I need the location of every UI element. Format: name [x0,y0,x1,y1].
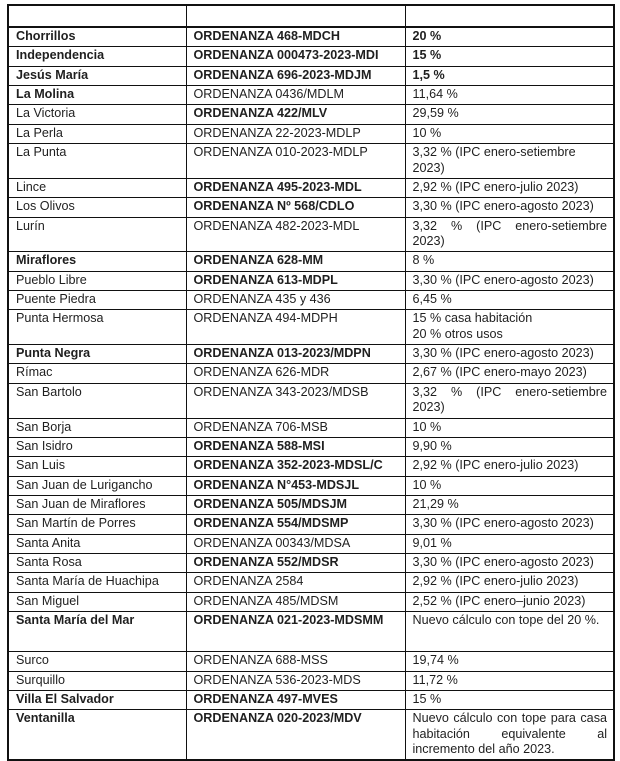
ordinance-cell: ORDENANZA 482-2023-MDL [186,217,405,252]
table-row [8,27,614,47]
ordinance-cell: ORDENANZA 343-2023/MDSB [186,383,405,418]
ordinance-cell: ORDENANZA 628-MM [186,252,405,271]
ordinance-cell: ORDENANZA 00343/MDSA [186,534,405,553]
rate-cell: 2,92 % (IPC enero-julio 2023) [405,457,614,476]
table-row [8,124,614,143]
district-cell: San Borja [8,418,186,437]
ordinance-cell: ORDENANZA 020-2023/MDV [186,710,405,761]
rate-cell: 21,29 % [405,495,614,514]
district-cell: San Isidro [8,437,186,456]
table-row [8,690,614,709]
ordinance-cell: ORDENANZA 352-2023-MDSL/C [186,457,405,476]
district-cell: Villa El Salvador [8,690,186,709]
table-row [8,592,614,611]
ordinance-cell: ORDENANZA 013-2023/MDPN [186,345,405,364]
district-cell: Surquillo [8,671,186,690]
rate-cell: 10 % [405,124,614,143]
table-row [8,252,614,271]
district-cell: San Martín de Porres [8,515,186,534]
district-cell: Los Olivos [8,198,186,217]
rate-line: 15 % casa habitación [412,311,533,326]
ordinance-cell: ORDENANZA 626-MDR [186,364,405,383]
table-row [8,66,614,85]
rate-cell: 15 % [405,690,614,709]
table-row [8,198,614,217]
ordinance-cell: ORDENANZA 706-MSB [186,418,405,437]
rate-cell: Nuevo cálculo con tope del 20 %. [405,612,614,652]
ordinance-cell: ORDENANZA 485/MDSM [186,592,405,611]
table-row [8,310,614,345]
district-cell: Santa María del Mar [8,612,186,652]
header-cell-ordinance [186,5,405,27]
table-row [8,86,614,105]
table-row [8,437,614,456]
rate-cell: 3,30 % (IPC enero-agosto 2023) [405,271,614,290]
rate-cell: 10 % [405,418,614,437]
table-header-row [8,5,614,27]
rate-cell: 3,30 % (IPC enero-agosto 2023) [405,198,614,217]
ordinance-cell: ORDENANZA 505/MDSJM [186,495,405,514]
ordinance-cell: ORDENANZA 554/MDSMP [186,515,405,534]
table-row [8,573,614,592]
district-cell: La Punta [8,144,186,179]
district-cell: La Perla [8,124,186,143]
rate-cell: 2,92 % (IPC enero-julio 2023) [405,178,614,197]
rate-cell: 3,32 % (IPC enero-setiembre 2023) [405,144,614,179]
rate-cell: 3,32 % (IPC enero-setiembre 2023) [405,383,614,418]
rate-cell [405,310,614,345]
table-row [8,457,614,476]
ordinance-cell: ORDENANZA 536-2023-MDS [186,671,405,690]
ordinance-cell: ORDENANZA 588-MSI [186,437,405,456]
ordinance-cell: ORDENANZA 696-2023-MDJM [186,66,405,85]
ordinance-cell: ORDENANZA 2584 [186,573,405,592]
table-row [8,217,614,252]
district-cell: San Juan de Lurigancho [8,476,186,495]
table-row [8,671,614,690]
ordinance-cell: ORDENANZA 22-2023-MDLP [186,124,405,143]
district-cell: Santa Rosa [8,554,186,573]
table-row [8,515,614,534]
rate-cell: 9,90 % [405,437,614,456]
ordinance-cell: ORDENANZA N°453-MDSJL [186,476,405,495]
ordinance-cell: ORDENANZA 494-MDPH [186,310,405,345]
table-row [8,178,614,197]
table-row [8,364,614,383]
table-row [8,291,614,310]
rate-line: 20 % otros usos [412,326,503,341]
ordinance-cell: ORDENANZA 468-MDCH [186,27,405,47]
district-cell: San Miguel [8,592,186,611]
ordinance-cell: ORDENANZA 435 y 436 [186,291,405,310]
ordinance-cell: ORDENANZA 552/MDSR [186,554,405,573]
district-cell: Miraflores [8,252,186,271]
rate-cell: 6,45 % [405,291,614,310]
district-cell: San Luis [8,457,186,476]
ordinance-cell: ORDENANZA 613-MDPL [186,271,405,290]
ordinance-cell: ORDENANZA 422/MLV [186,105,405,124]
rate-cell: 10 % [405,476,614,495]
ordinance-cell: ORDENANZA Nº 568/CDLO [186,198,405,217]
rate-cell: 2,67 % (IPC enero-mayo 2023) [405,364,614,383]
rate-cell: 9,01 % [405,534,614,553]
district-cell: Pueblo Libre [8,271,186,290]
rate-cell: 3,30 % (IPC enero-agosto 2023) [405,515,614,534]
ordinance-cell: ORDENANZA 010-2023-MDLP [186,144,405,179]
table-row [8,710,614,761]
rate-cell: 15 % [405,47,614,66]
table-row [8,534,614,553]
ordinance-cell: ORDENANZA 688-MSS [186,652,405,671]
district-cell: Lince [8,178,186,197]
table-row [8,144,614,179]
district-cell: Chorrillos [8,27,186,47]
header-cell-rate [405,5,614,27]
ordinance-cell: ORDENANZA 000473-2023-MDI [186,47,405,66]
table-row [8,383,614,418]
rate-cell: 2,92 % (IPC enero-julio 2023) [405,573,614,592]
district-cell: Punta Negra [8,345,186,364]
rate-cell: 1,5 % [405,66,614,85]
district-cell: Ventanilla [8,710,186,761]
table-row [8,47,614,66]
ordinance-cell: ORDENANZA 0436/MDLM [186,86,405,105]
rate-cell: 11,72 % [405,671,614,690]
rate-cell: 3,30 % (IPC enero-agosto 2023) [405,345,614,364]
table-row [8,105,614,124]
district-cell: Punta Hermosa [8,310,186,345]
table-row [8,554,614,573]
rate-cell: 3,30 % (IPC enero-agosto 2023) [405,554,614,573]
rate-cell: 20 % [405,27,614,47]
district-cell: Jesús María [8,66,186,85]
table-row [8,495,614,514]
district-cell: Surco [8,652,186,671]
rate-cell: 29,59 % [405,105,614,124]
district-cell: Lurín [8,217,186,252]
table-row [8,271,614,290]
ordinance-cell: ORDENANZA 497-MVES [186,690,405,709]
rate-cell: Nuevo cálculo con tope para casa habitación equivalente al incremento del año 2023. [405,710,614,761]
rate-cell: 2,52 % (IPC enero–junio 2023) [405,592,614,611]
arbitrios-table [7,4,615,761]
district-cell: Santa María de Huachipa [8,573,186,592]
ordinance-cell: ORDENANZA 495-2023-MDL [186,178,405,197]
district-cell: San Bartolo [8,383,186,418]
district-cell: La Molina [8,86,186,105]
table-row [8,652,614,671]
table-row [8,612,614,652]
rate-cell: 3,32 % (IPC enero-setiembre 2023) [405,217,614,252]
rate-cell: 11,64 % [405,86,614,105]
table-row [8,476,614,495]
district-cell: Rímac [8,364,186,383]
district-cell: Independencia [8,47,186,66]
rate-cell: 19,74 % [405,652,614,671]
district-cell: San Juan de Miraflores [8,495,186,514]
table-row [8,418,614,437]
arbitrios-table-container [7,4,613,761]
district-cell: La Victoria [8,105,186,124]
district-cell: Puente Piedra [8,291,186,310]
header-cell-district [8,5,186,27]
rate-cell: 8 % [405,252,614,271]
table-row [8,345,614,364]
district-cell: Santa Anita [8,534,186,553]
ordinance-cell: ORDENANZA 021-2023-MDSMM [186,612,405,652]
